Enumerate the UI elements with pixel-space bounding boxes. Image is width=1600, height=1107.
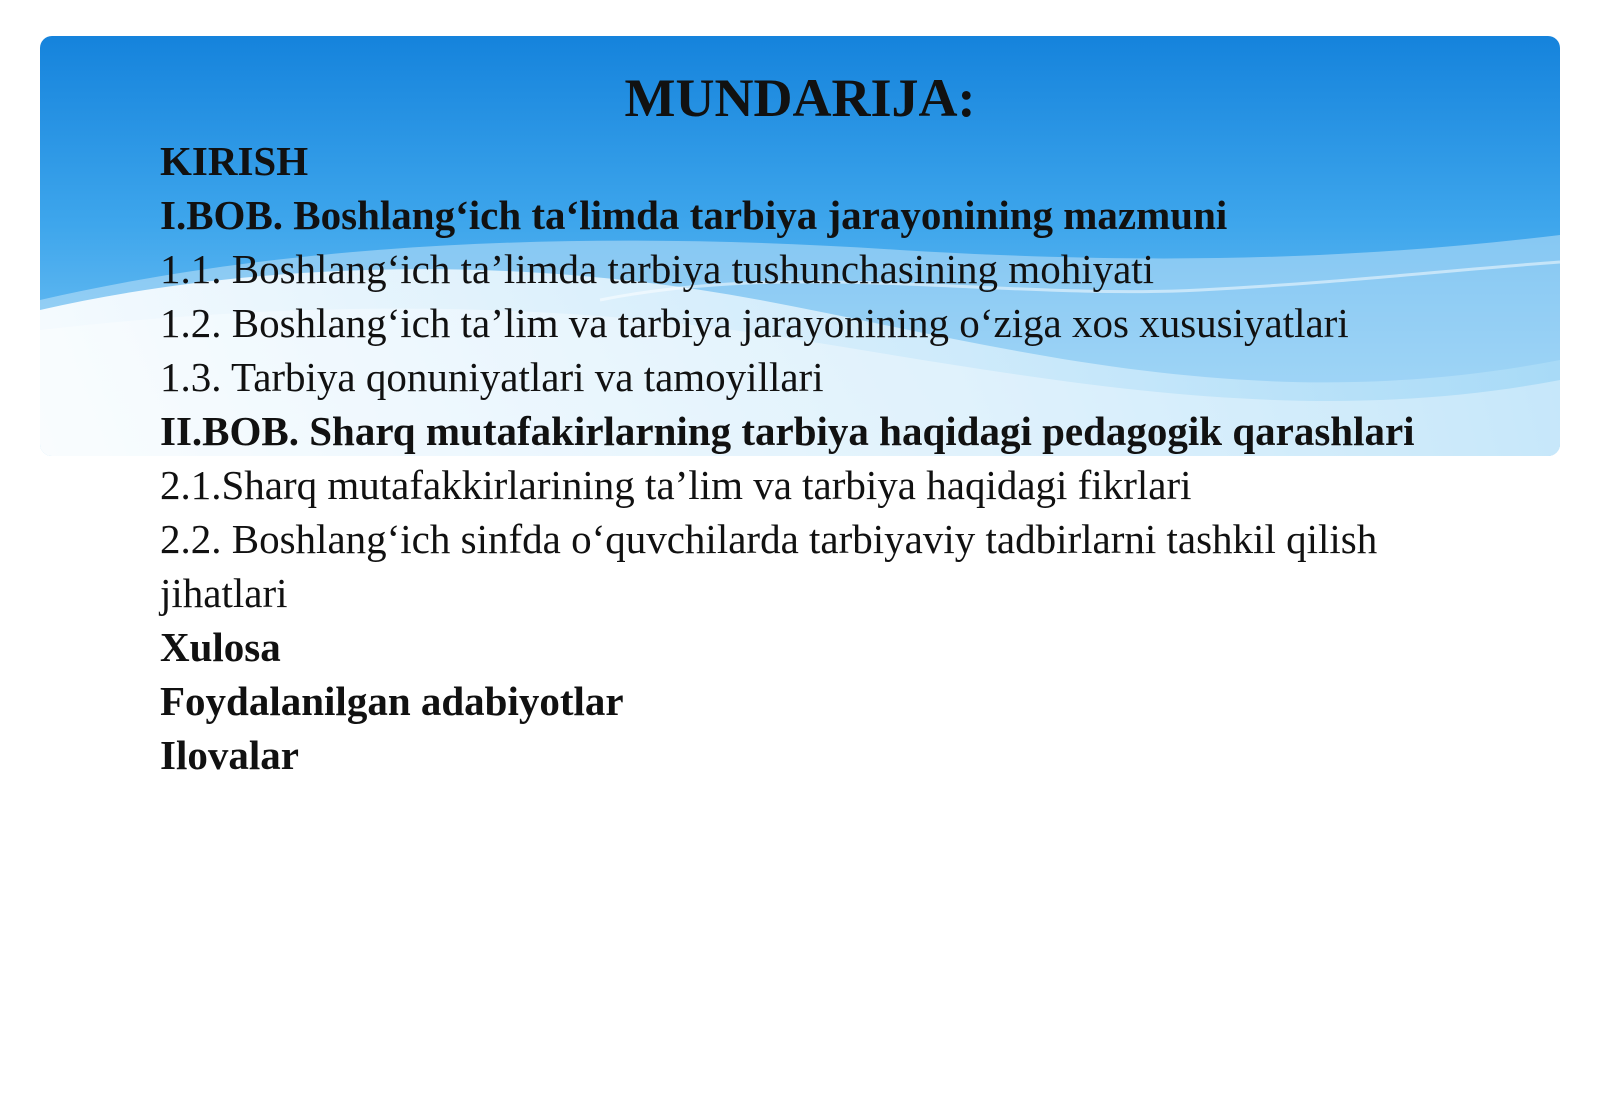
toc-content [160,62,1560,782]
toc-item: II.BOB. Sharq mutafakirlarning tarbiya haqidagi pedagogik qarashlari [160,408,1415,454]
toc-item: Xulosa [160,624,281,670]
toc-item: 2.2. Boshlang‘ich sinfda o‘quvchilarda tarbiyaviy tadbirlarni tashkil qilish jihatlari [160,516,1378,616]
toc-item: 1.2. Boshlang‘ich ta’lim va tarbiya jarayonining o‘ziga xos xususiyatlari [160,300,1349,346]
toc-item: Ilovalar [160,732,299,778]
toc-item: Foydalanilgan adabiyotlar [160,678,624,724]
toc-item: KIRISH [160,138,309,184]
toc-item: 2.1.Sharq mutafakkirlarining ta’lim va tarbiya haqidagi fikrlari [160,462,1192,508]
slide-title: MUNDARIJA: [624,68,976,128]
toc-item: I.BOB. Boshlang‘ich ta‘limda tarbiya jarayonining mazmuni [160,192,1228,238]
toc-item: 1.1. Boshlang‘ich ta’limda tarbiya tushunchasining mohiyati [160,246,1155,292]
toc-item: 1.3. Tarbiya qonuniyatlari va tamoyillari [160,354,824,400]
toc-list [160,134,1460,782]
